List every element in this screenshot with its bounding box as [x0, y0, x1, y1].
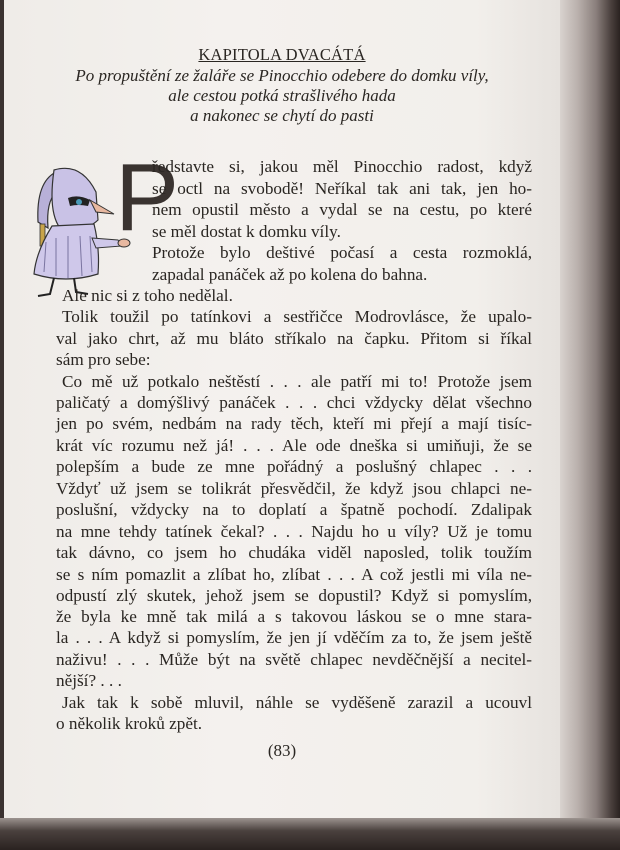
scan-bottom-edge	[0, 818, 620, 850]
text-line: polepším a bude ze mne pořádný a poslušný chlapec . . .	[56, 457, 532, 476]
text-line: jen po svém, nedbám na rady těch, kteří mi přejí a mají tisíc-	[56, 414, 532, 433]
text-line: paličatý a domýšlivý panáček . . . chci vždycky dělat všechno	[56, 393, 532, 412]
chapter-subtitle-line: Po propuštění ze žaláře se Pinocchio odebere do domku víly,	[75, 66, 489, 85]
text-line: sám pro sebe:	[56, 350, 151, 369]
text-line: Protože bylo deštivé počasí a cesta rozmoklá,	[152, 243, 532, 262]
chapter-subtitle-line: ale cestou potká strašlivého hada	[168, 86, 396, 105]
text-line: nější? . . .	[56, 671, 122, 690]
text-line: Co mě už potkalo neštěstí . . . ale patří mi to! Protože jsem	[62, 372, 532, 391]
book-page	[4, 0, 560, 826]
text-line: naživu! . . . Může být na světě chlapec nevděčnější a necitel-	[56, 650, 532, 669]
text-line: tak dávno, co jsem ho chudáka viděl naposled, tolik toužím	[56, 543, 532, 562]
text-line: nem opustil město a vydal se na cestu, po které	[152, 200, 532, 219]
text-line: odpustí zlý skutek, jehož jsem se dopustil? Když si pomyslím,	[56, 586, 532, 605]
text-line: zapadal panáček až po kolena do bahna.	[152, 265, 428, 284]
text-line: že byla ke mně tak milá a s takovou láskou se o mne stara-	[56, 607, 532, 626]
text-line: la . . . A když si pomyslím, že jen jí vděčím za to, že jsem ještě	[56, 628, 532, 647]
text-line: Ale nic si z toho nedělal.	[62, 286, 233, 305]
text-line: se měl dostat k domku víly.	[152, 222, 341, 241]
text-line: poslušní, vždycky na to doplatí a špatně pochodí. Zdalipak	[56, 500, 532, 519]
text-line: Vždyť už jsem se tolikrát přesvědčil, že když jsou chlapci ne-	[56, 479, 532, 498]
text-line: Jak tak k sobě mluvil, náhle se vyděšeně zarazil a ucouvl	[62, 693, 532, 712]
text-line: na mne tehdy tatínek čekal? . . . Najdu ho u víly? Už je tomu	[56, 522, 532, 541]
text-line: se s ním pomazlit a zlíbat ho, zlíbat . . . A což jestli mi víla ne-	[56, 565, 532, 584]
page-number: (83)	[267, 741, 297, 760]
chapter-subtitle-line: a nakonec se chytí do pasti	[190, 106, 374, 125]
chapter-title: KAPITOLA DVACÁTÁ	[198, 45, 366, 64]
drop-cap: P	[115, 144, 180, 251]
text-line: val jako chrt, až mu bláto stříkalo na čapku. Přitom si říkal	[56, 329, 532, 348]
text-line: krát víc rozumu než já! . . . Ale ode dneška si umiňuji, že se	[56, 436, 532, 455]
book-page-edge	[560, 0, 620, 850]
text-line: o několik kroků zpět.	[56, 714, 203, 733]
text-line: Tolik toužil po tatínkovi a sestřičce Modrovlásce, že upalo-	[62, 307, 532, 326]
text-line: ředstavte si, jakou měl Pinocchio radost, když	[152, 157, 532, 176]
text-line: se octl na svobodě! Neříkal tak ani tak, jen ho-	[152, 179, 532, 198]
